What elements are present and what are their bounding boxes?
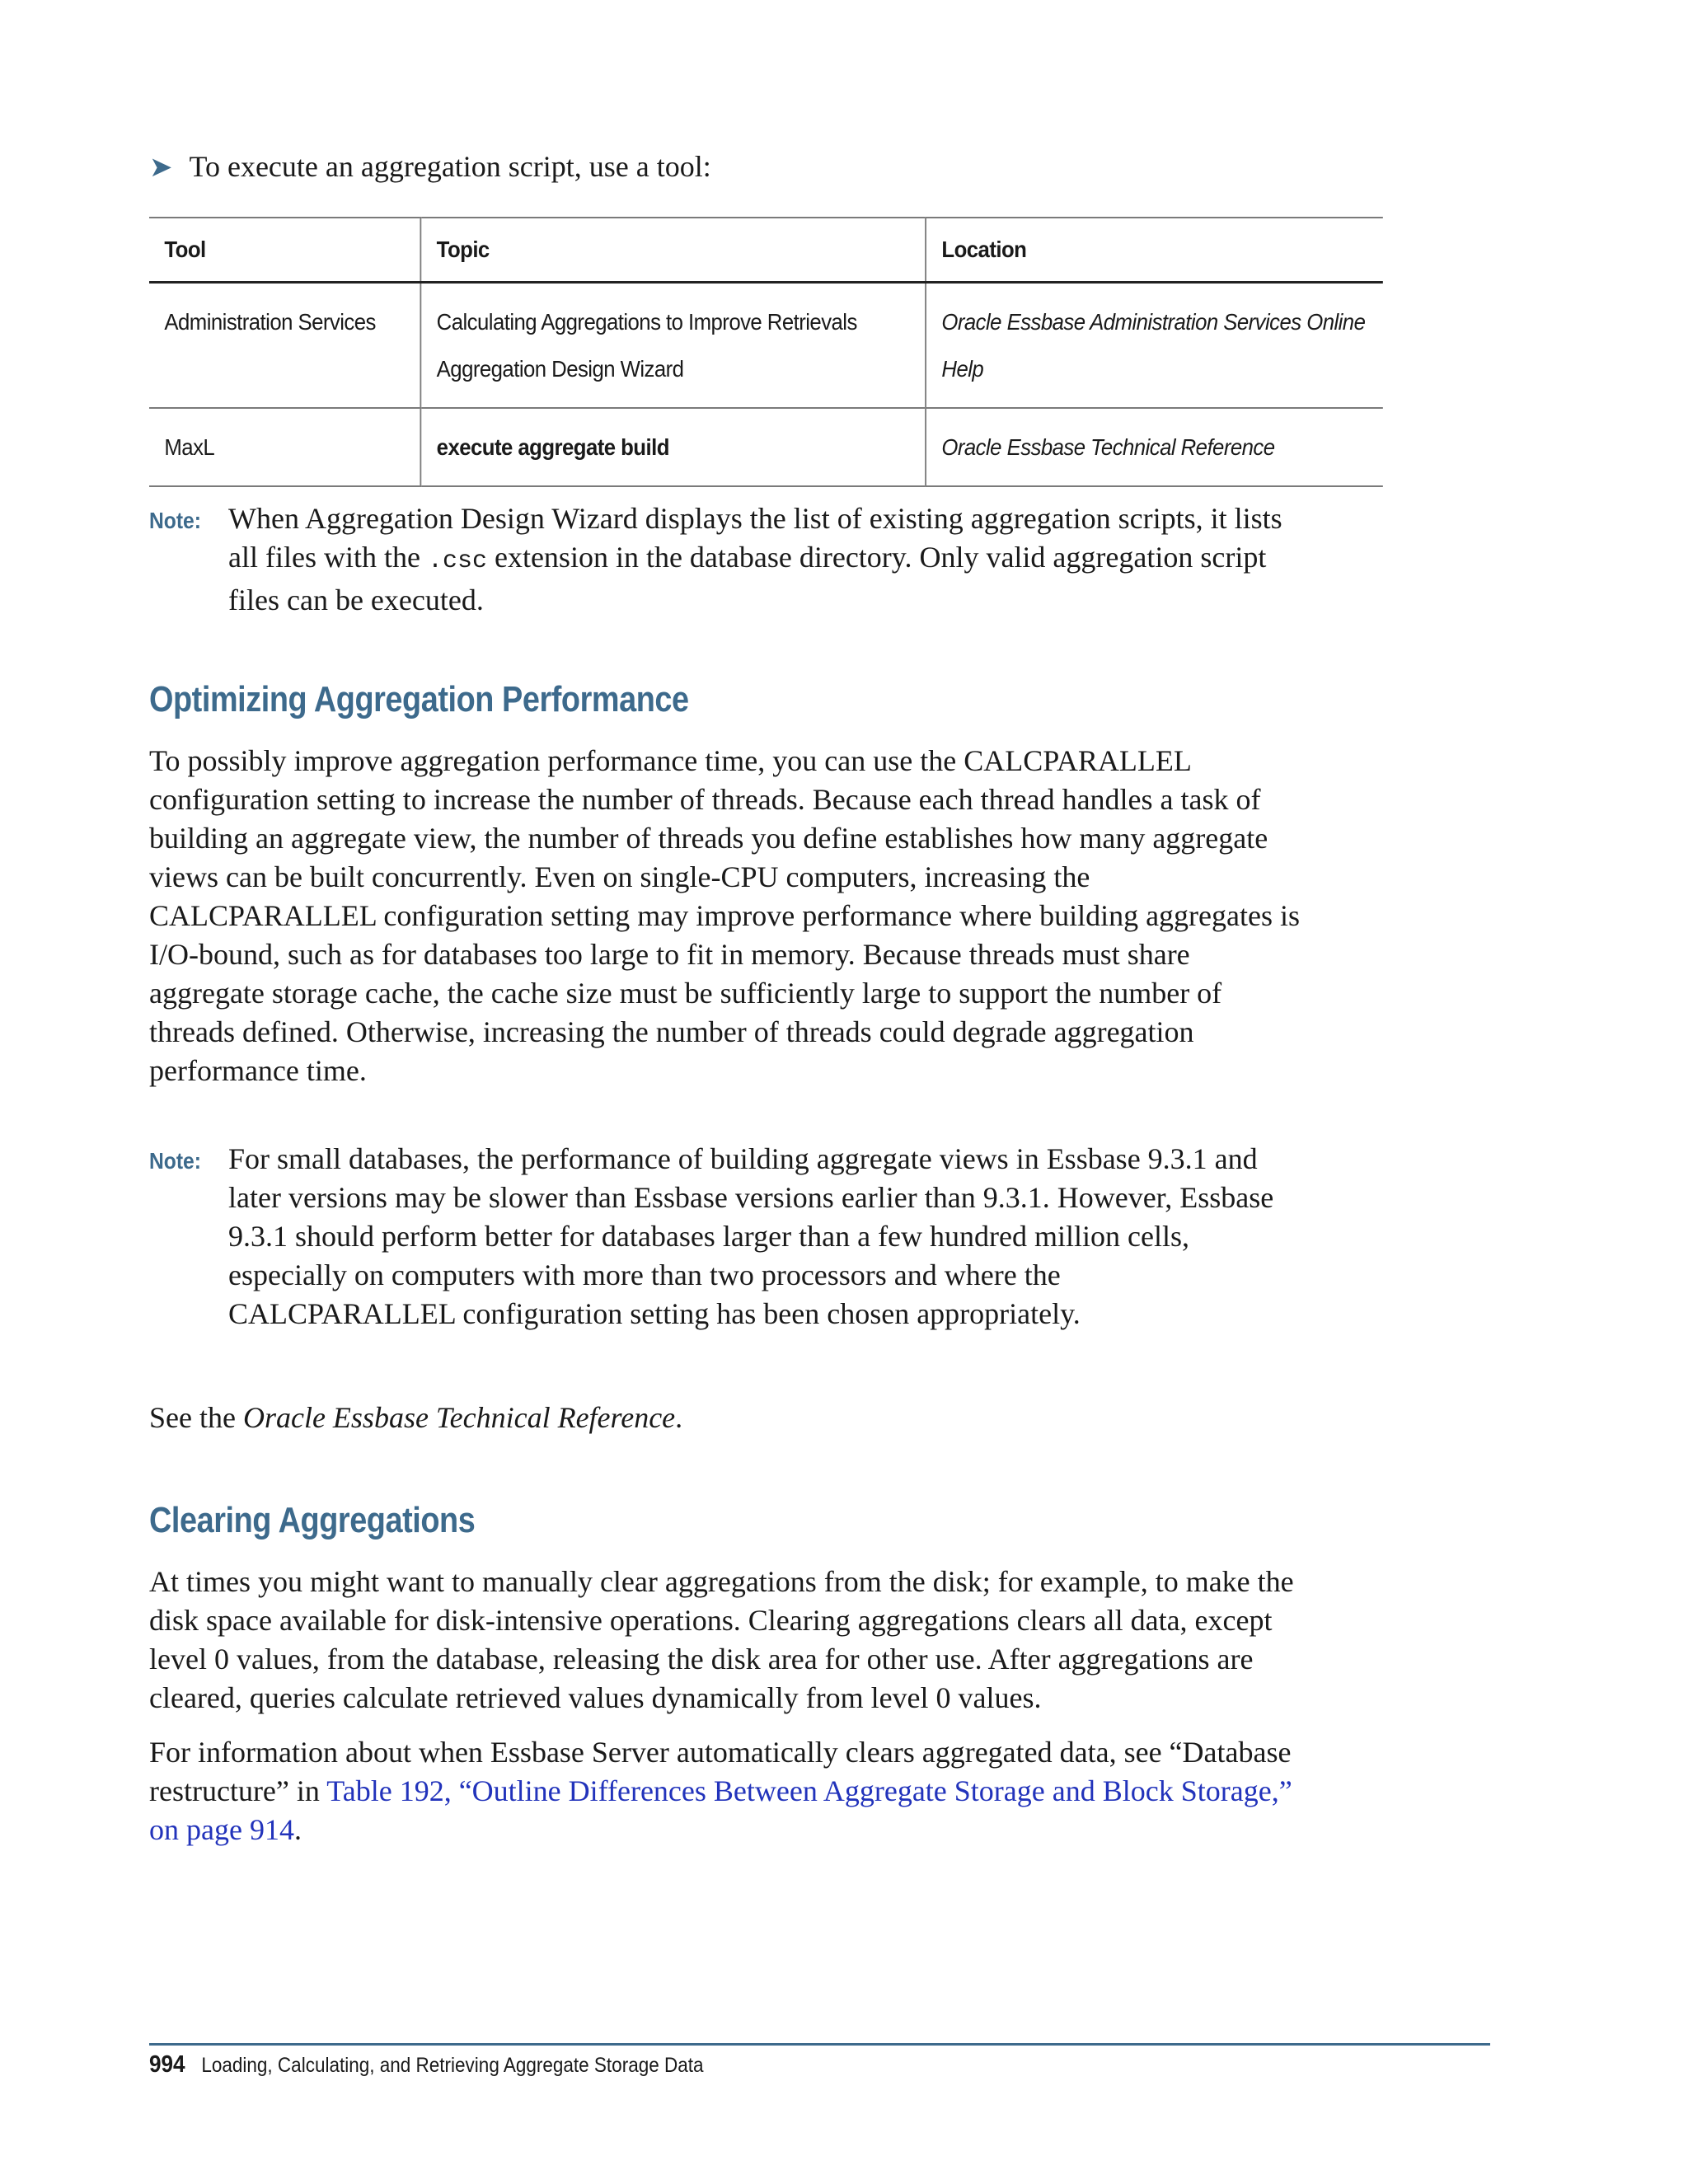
clearing-paragraph-1: At times you might want to manually clear aggregations from the disk; for example, to make the disk space available for disk-intensive operations. Clearing aggregations clears all data, except level 0 values, from the database, releasing the disk area for other use. After aggregations are cleared, queries calculate retrieved values dynamically from level 0 values. <box>149 1565 1294 1714</box>
table-header-row <box>149 218 1383 283</box>
column-header-topic: Topic <box>420 218 926 283</box>
file-extension-code: .csc <box>427 547 487 575</box>
optimizing-paragraph: To possibly improve aggregation performance time, you can use the CALCPARALLEL configuration setting to increase the number of threads. Because each thread handles a task of building an aggregate view, the number of threads you define establishes how many aggregate views can be built concurrently. Even on single-CPU computers, increasing the CALCPARALLEL configuration setting may improve performance where building aggregates is I/O-bound, such as for databases too large to fit in memory. Because threads must share aggregate storage cache, the cache size must be sufficiently large to support the number of threads defined. Otherwise, increasing the number of threads could degrade aggregation performance time. <box>149 744 1301 1087</box>
footer-divider <box>149 2043 1490 2046</box>
see-also-reference: See the Oracle Essbase Technical Reference. <box>149 1401 683 1434</box>
column-header-location: Location <box>926 218 1383 283</box>
note-label: Note: <box>149 1148 201 1174</box>
cell-topic <box>420 283 926 409</box>
section-heading-clearing: Clearing Aggregations <box>149 1500 476 1540</box>
procedure-arrow-icon: ➤ <box>149 152 173 183</box>
page-number: 994 <box>149 2051 185 2078</box>
note-small-databases <box>149 1140 1295 1333</box>
procedure-intro <box>149 147 711 188</box>
table-192-link[interactable]: Table 192, “Outline Differences Between Aggregate Storage and Block Storage,” on page 914 <box>149 1774 1292 1846</box>
page-footer <box>149 2050 704 2079</box>
cell-location: Oracle Essbase Technical Reference <box>926 408 1383 486</box>
cell-location: Oracle Essbase Administration Services Online Help <box>926 283 1383 409</box>
note-label: Note: <box>149 508 201 533</box>
cell-tool: Administration Services <box>164 309 376 335</box>
tools-table <box>149 217 1383 487</box>
note-body: For small databases, the performance of building aggregate views in Essbase 9.3.1 and later versions may be slower than Essbase versions earlier than 9.3.1. However, Essbase 9.3.1 should perform better for databases larger than a few hundred million cells, especially on computers with more than two processors and where the CALCPARALLEL configuration setting has been chosen appropriately. <box>228 1142 1274 1330</box>
clearing-paragraph-2: For information about when Essbase Server automatically clears aggregated data, see “Database restructure” in Table 192, “Outline Differences Between Aggregate Storage and Block Storage,” on page 914. <box>149 1736 1292 1846</box>
note-body: When Aggregation Design Wizard displays the list of existing aggregation scripts, it lists all files with the .csc extension in the database directory. Only valid aggregation script files can be executed. <box>228 502 1282 616</box>
topic-line: Calculating Aggregations to Improve Retrievals <box>436 309 857 335</box>
cell-topic: execute aggregate build <box>420 408 926 486</box>
reference-title: Oracle Essbase Technical Reference <box>242 1401 676 1434</box>
column-header-tool: Tool <box>164 237 206 262</box>
note-aggregation-wizard <box>149 499 1295 620</box>
chapter-title: Loading, Calculating, and Retrieving Aggregate Storage Data <box>201 2054 704 2077</box>
topic-line: Aggregation Design Wizard <box>436 356 684 382</box>
table-row <box>149 408 1383 486</box>
section-heading-optimizing: Optimizing Aggregation Performance <box>149 679 689 719</box>
cell-tool: MaxL <box>164 434 215 460</box>
table-row <box>149 283 1383 409</box>
procedure-text: To execute an aggregation script, use a tool: <box>189 150 711 183</box>
